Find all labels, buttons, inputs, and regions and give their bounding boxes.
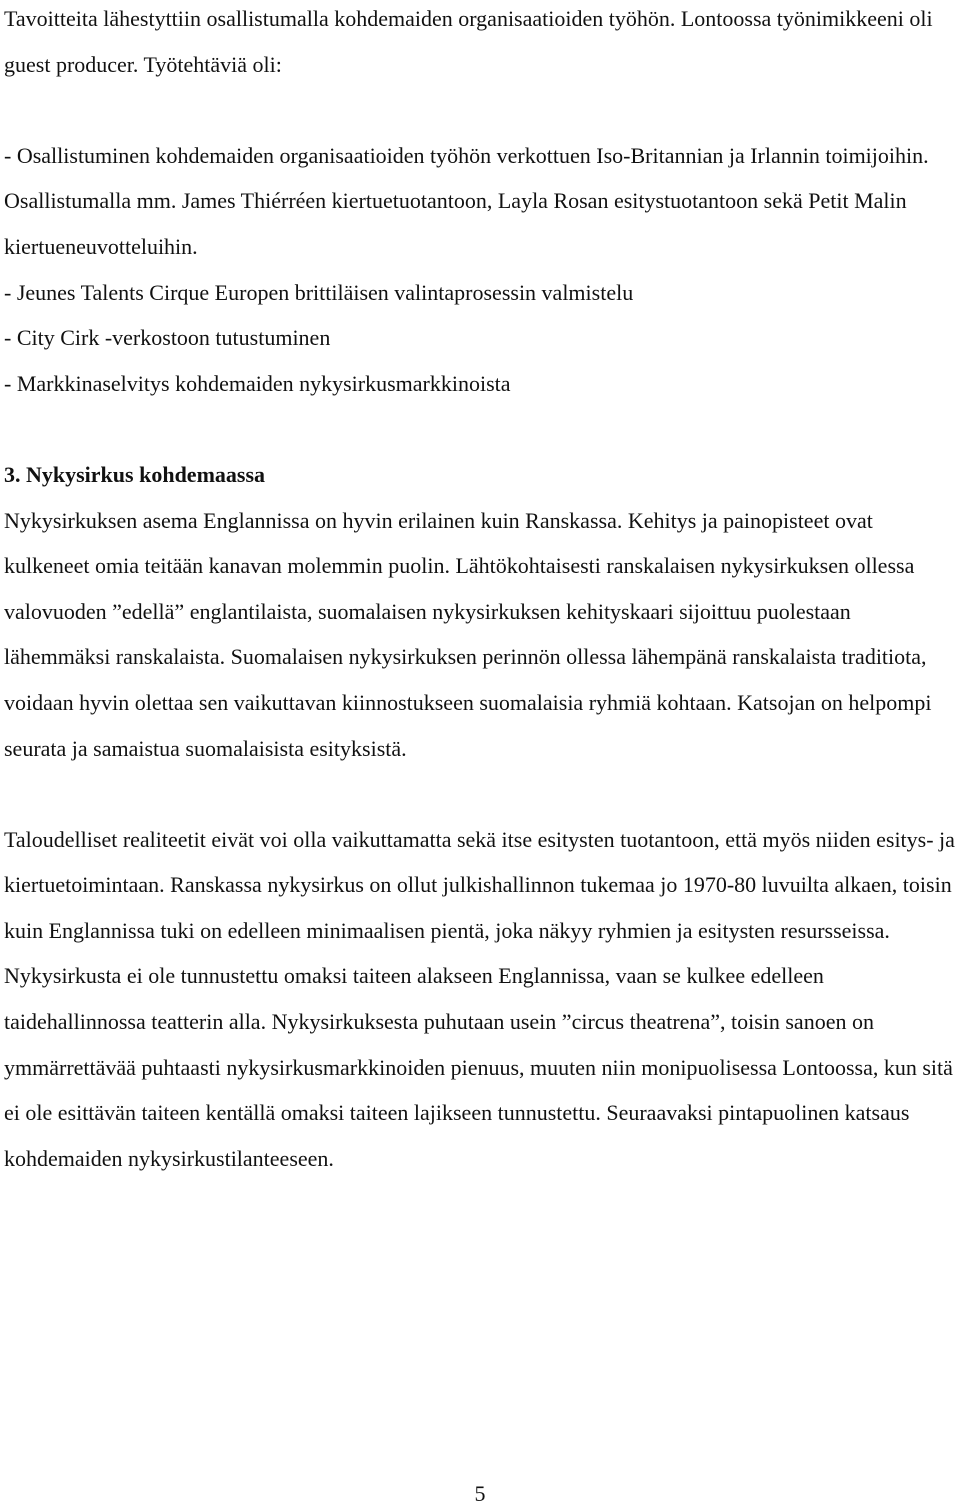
task-item-4: - Markkinaselvitys kohdemaiden nykysirkusmarkkinoista: [4, 370, 511, 396]
task-item-1: - Osallistuminen kohdemaiden organisaatioiden työhön verkottuen Iso-Britannian ja Irlannin toimijoihin. Osallistumalla mm. James Thiérréen kiertuetuotantoon, Layla Rosan esitystuotantoon sekä Petit Malin kiertueneuvotteluihin.: [4, 142, 929, 259]
task-item-3: - City Cirk -verkostoon tutustuminen: [4, 325, 331, 351]
paragraph-spacer: [4, 406, 956, 452]
page-number: 5: [474, 1481, 486, 1506]
intro-paragraph: Tavoitteita lähestyttiin osallistumalla kohdemaiden organisaatioiden työhön. Lontoossa työnimikkeeni oli guest producer. Työtehtäviä oli:: [4, 6, 933, 77]
body-paragraph-1: Nykysirkuksen asema Englannissa on hyvin erilainen kuin Ranskassa. Kehitys ja painopisteet ovat kulkeneet omia teitään kanavan molemmin puolin. Lähtökohtaisesti ranskalaisen nykysirkuksen ollessa valovuoden ”edellä” englantilaista, suomalaisen nykysirkuksen kehityskaari sijoittuu puolestaan lähemmäksi ranskalaista. Suomalaisen nykysirkuksen perinnön ollessa lähempänä ranskalaista traditiota, voidaan hyvin olettaa sen vaikuttavan kiinnostukseen suomalaisia ryhmiä kohtaan. Katsojan on helpompi seurata ja samaistua suomalaisista esityksistä.: [4, 507, 932, 761]
body-paragraph-2: Taloudelliset realiteetit eivät voi olla vaikuttamatta sekä itse esitysten tuotantoon, että myös niiden esitys- ja kiertuetoimintaan. Ranskassa nykysirkus on ollut julkishallinnon tukemaa jo 1970-80 luvuilta alkaen, toisin kuin Englannissa tuki on edelleen minimaalisen pientä, joka näkyy ryhmien ja esitysten resursseissa. Nykysirkusta ei ole tunnustettu omaksi taiteen alakseen Englannissa, vaan se kulkee edelleen taidehallinnossa teatterin alla. Nykysirkuksesta puhutaan usein ”circus theatrena”, toisin sanoen on ymmärrettävää puhtaasti nykysirkusmarkkinoiden pienuus, muuten niin monipuolisessa Lontoossa, kun sitä ei ole esittävän taiteen kentällä omaksi taiteen lajikseen tunnustettu. Seuraavaksi pintapuolinen katsaus kohdemaiden nykysirkustilanteeseen.: [4, 826, 955, 1171]
paragraph-spacer: [4, 771, 956, 817]
task-item-2: - Jeunes Talents Cirque Europen brittiläisen valintaprosessin valmistelu: [4, 279, 634, 305]
document-body: [4, 0, 956, 1181]
paragraph-spacer: [4, 87, 956, 133]
section-heading: 3. Nykysirkus kohdemaassa: [4, 461, 266, 487]
